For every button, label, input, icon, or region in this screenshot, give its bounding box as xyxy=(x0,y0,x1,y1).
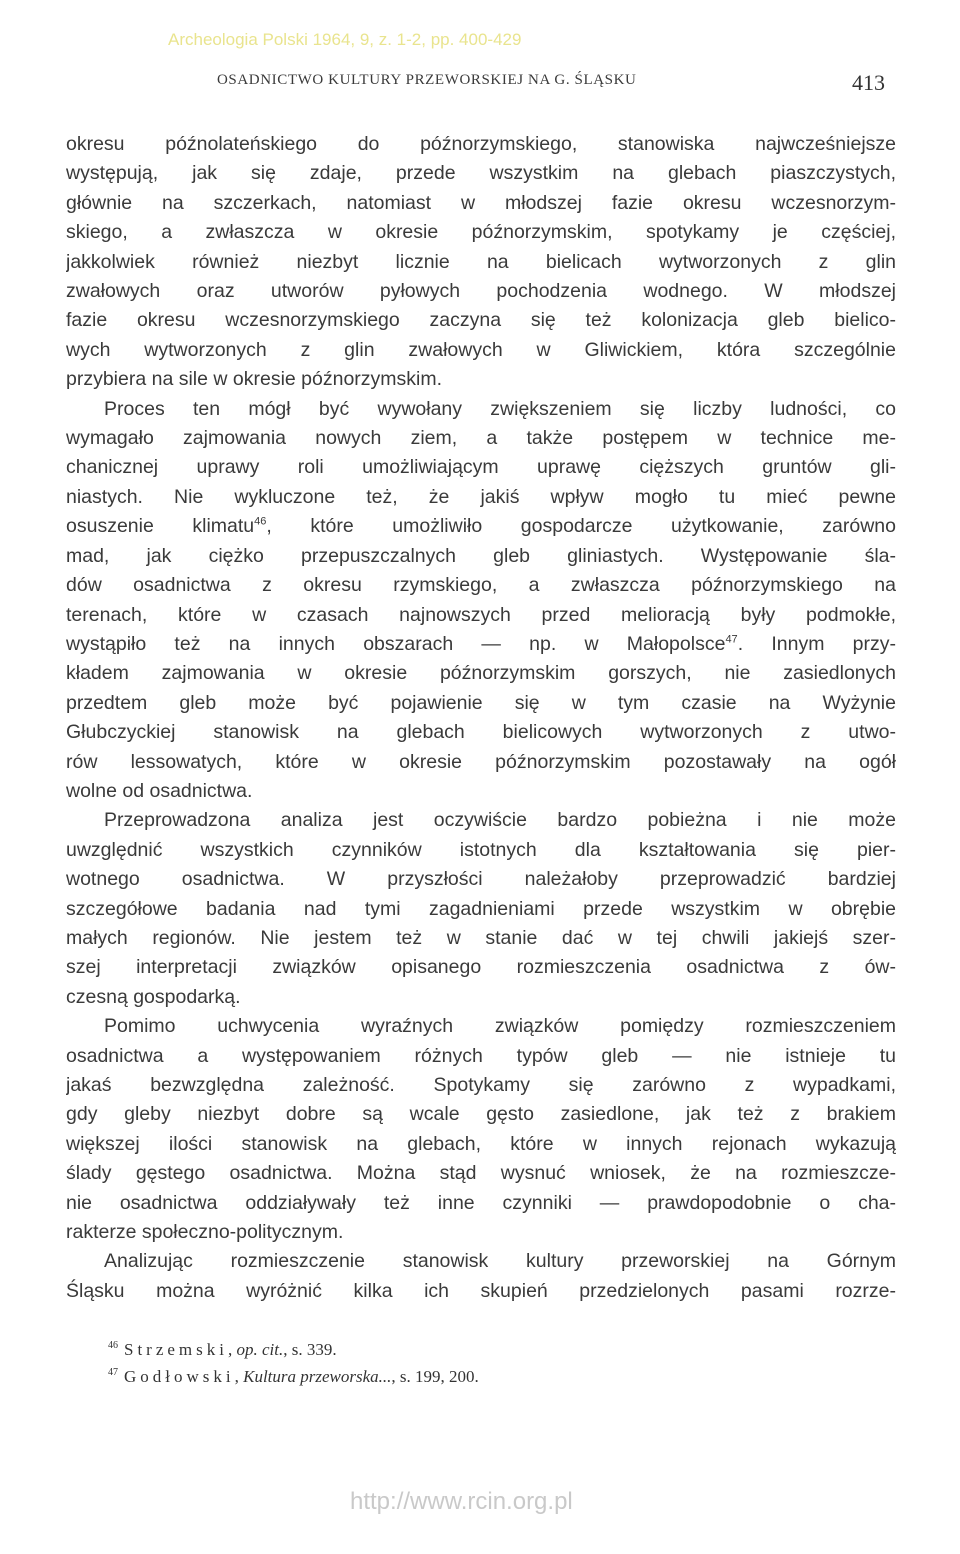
footnote-number: 46 xyxy=(108,1340,118,1352)
text-line: przybiera na sile w okresie późnorzymskim. xyxy=(66,368,443,391)
footnote-text: , xyxy=(234,1367,244,1386)
text-line: niastych. Nie wykluczone też, że jakiś wpływ mogło tu mieć pewne xyxy=(66,485,896,508)
footnotes xyxy=(108,1336,808,1390)
text-fragment: wystąpiło też na innych obszarach — np. w Małopolsce xyxy=(66,632,726,655)
footnote-47 xyxy=(108,1363,808,1390)
text-line: wymagało zajmowania nowych ziem, a także postępem w technice me- xyxy=(66,427,896,450)
footnote-ref-46: 46 xyxy=(254,515,267,528)
footnote-author: Strzemski xyxy=(124,1340,228,1359)
text-line: większej ilości stanowisk na glebach, które w innych rejonach wykazują xyxy=(66,1132,896,1155)
text-line: zwałowych oraz utworów pyłowych pochodzenia wodnego. W młodszej xyxy=(66,280,896,303)
text-line: dów osadnictwa z okresu rzymskiego, a zwłaszcza późnorzymskiego na xyxy=(66,574,896,597)
footnote-text: , s. 199, 200. xyxy=(391,1367,479,1386)
text-line: szczegółowe badania nad tymi zagadnieniami przede wszystkim w obrębie xyxy=(66,897,896,920)
text-line: wych wytworzonych z glin zwałowych w Gliwickiem, która szczególnie xyxy=(66,338,896,361)
footnote-46 xyxy=(108,1336,808,1363)
text-line: Śląsku można wyróżnić kilka ich skupień przedzielonych pasami rozrze- xyxy=(66,1279,896,1302)
text-line xyxy=(66,630,896,659)
text-fragment: osuszenie klimatu xyxy=(66,515,255,538)
footnote-author: Godłowski xyxy=(124,1367,235,1386)
text-line: mad, jak ciężko przepuszczalnych gleb gliniastych. Występowanie śla- xyxy=(66,544,896,567)
text-line: fazie okresu wczesnorzymskiego zaczyna się też kolonizacja gleb bielico- xyxy=(66,309,896,332)
text-line: chanicznej uprawy roli umożliwiającym uprawę cięższych gruntów gli- xyxy=(66,456,896,479)
text-line: czesną gospodarką. xyxy=(66,985,241,1008)
repository-url-watermark: http://www.rcin.org.pl xyxy=(350,1488,573,1515)
text-line: rakterze społeczno-politycznym. xyxy=(66,1221,344,1244)
text-line: nie osadnictwa oddziaływały też inne czynniki — prawdopodobnie o cha- xyxy=(66,1191,896,1214)
footnote-number: 47 xyxy=(108,1367,118,1379)
text-line: występują, jak się zdaje, przede wszystkim na glebach piaszczystych, xyxy=(66,162,896,185)
text-line: Analizując rozmieszczenie stanowisk kultury przeworskiej na Górnym xyxy=(104,1250,896,1273)
text-line: kładem zajmowania w okresie późnorzymskim gorszych, nie zasiedlonych xyxy=(66,662,896,685)
text-line: rów lessowatych, które w okresie późnorzymskim pozostawały na ogół xyxy=(66,750,896,773)
text-line: Głubczyckiej stanowisk na glebach bielicowych wytworzonych z utwo- xyxy=(66,721,896,744)
text-line: głównie na szczerkach, natomiast w młodszej fazie okresu wczesnorzym- xyxy=(66,191,896,214)
text-line: przedtem gleb może być pojawienie się w tym czasie na Wyżynie xyxy=(66,691,896,714)
text-line: ślady gęstego osadnictwa. Można stąd wysnuć wniosek, że na rozmieszcze- xyxy=(66,1162,896,1185)
text-line: Przeprowadzona analiza jest oczywiście bardzo pobieżna i nie może xyxy=(104,809,896,832)
footnote-work: op. cit. xyxy=(236,1340,284,1359)
text-line: gdy gleby niezbyt dobre są wcale gęsto zasiedlone, jak też z brakiem xyxy=(66,1103,896,1126)
text-line: osadnictwa a występowaniem różnych typów gleb — nie istnieje tu xyxy=(66,1044,896,1067)
text-line: szej interpretacji związków opisanego rozmieszczenia osadnictwa z ów- xyxy=(66,956,896,979)
text-fragment: , które umożliwiło gospodarcze użytkowanie, zarówno xyxy=(266,515,896,538)
running-head: OSADNICTWO KULTURY PRZEWORSKIEJ NA G. ŚLĄSKU xyxy=(217,72,637,88)
footnote-ref-47: 47 xyxy=(725,633,738,646)
text-line: Proces ten mógł być wywołany zwiększeniem się liczby ludności, co xyxy=(104,397,896,420)
text-fragment: . Innym przy- xyxy=(737,632,896,655)
footnote-text: , xyxy=(228,1340,237,1359)
text-line: skiego, a zwłaszcza w okresie późnorzymskim, spotykamy je częściej, xyxy=(66,221,896,244)
text-line: wotnego osadnictwa. W przyszłości należałoby przeprowadzić bardziej xyxy=(66,868,896,891)
footnote-text: , s. 339. xyxy=(283,1340,337,1359)
text-line: okresu późnolateńskiego do późnorzymskiego, stanowiska najwcześniejsze xyxy=(66,133,896,155)
text-line: jakkolwiek również niezbyt licznie na bielicach wytworzonych z glin xyxy=(66,250,896,273)
text-line: Pomimo uchwycenia wyraźnych związków pomiędzy rozmieszczeniem xyxy=(104,1015,896,1038)
archive-watermark: Archeologia Polski 1964, 9, z. 1-2, pp. 400-429 xyxy=(168,30,522,49)
text-line: jakaś bezwzględna zależność. Spotykamy się zarówno z wypadkami, xyxy=(66,1074,896,1096)
text-line xyxy=(66,512,896,541)
text-line: wolne od osadnictwa. xyxy=(66,779,253,802)
text-line: terenach, które w czasach najnowszych przed melioracją były podmokłe, xyxy=(66,603,896,626)
body-text xyxy=(66,130,896,1306)
page-number: 413 xyxy=(852,70,885,95)
text-line: małych regionów. Nie jestem też w stanie dać w tej chwili jakiejś szer- xyxy=(66,926,896,949)
text-line: uwzględnić wszystkich czynników istotnych dla kształtowania się pier- xyxy=(66,838,896,861)
footnote-work: Kultura przeworska... xyxy=(243,1367,392,1386)
